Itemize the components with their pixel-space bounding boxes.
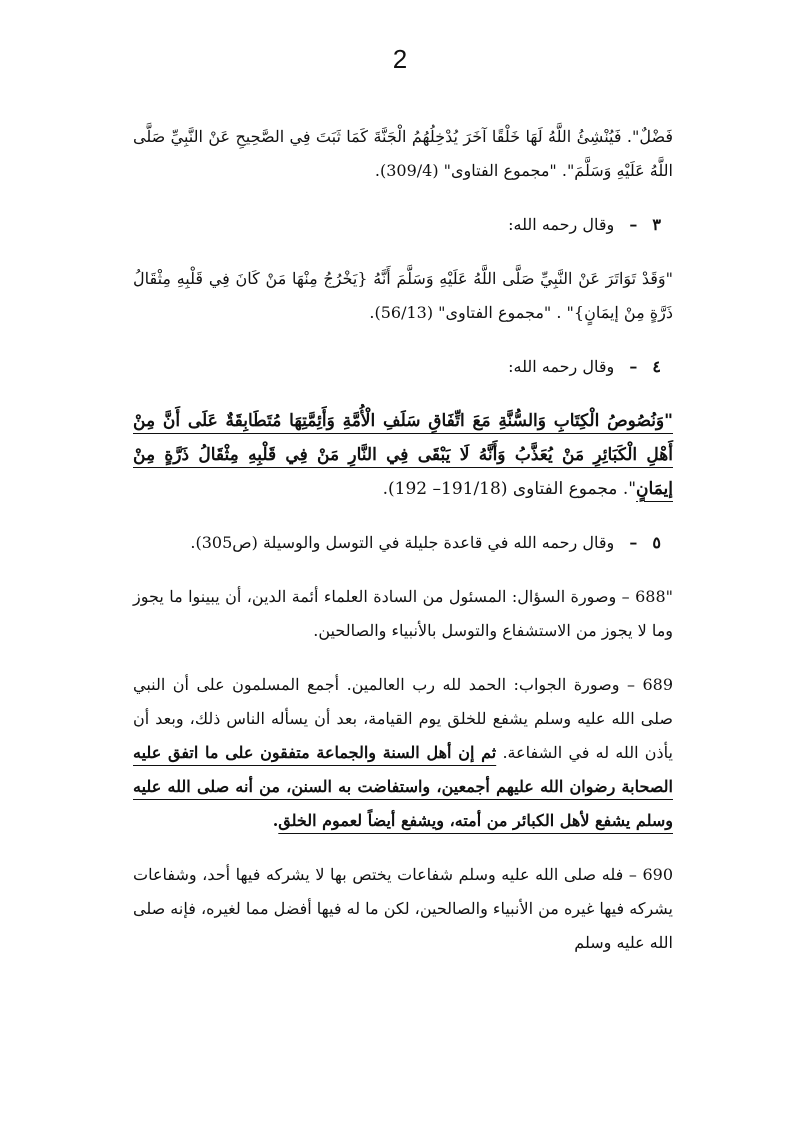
item-4-dash: – <box>629 357 638 376</box>
paragraph-fatawa-309: فَضْلٌ". فَيُنْشِئُ اللَّهُ لَهَا خَلْقًا آخَرَ يُدْخِلُهُمُ الْجَنَّةَ كَمَا ثَبَتَ فِي الصَّحِيحِ عَنْ النَّبِيِّ صَلَّى اللَّهُ عَلَيْهِ وَسَلَّمَ". "مجموع الفتاوى" (309/4). <box>133 127 673 180</box>
paragraph-fatawa-56: "وَقَدْ تَوَاتَرَ عَنْ النَّبِيِّ صَلَّى اللَّهُ عَلَيْهِ وَسَلَّمَ أَنَّهُ {يَخْرُجُ مِنْهَا مَنْ كَانَ فِي قَلْبِهِ مِثْقَالُ ذَرَّةٍ مِنْ إيمَانٍ}" . "مجموع الفتاوى" (56/13). <box>133 269 673 322</box>
paragraph-689 <box>133 668 673 838</box>
item-3-heading <box>133 208 661 242</box>
item-5-dash: – <box>629 533 638 552</box>
paragraph-fatawa-191 <box>133 404 673 506</box>
item-3-dash: – <box>629 215 638 234</box>
item-4-number: ٤ <box>652 357 661 376</box>
paragraph-689-underlined: ثم إن أهل السنة والجماعة متفقون على ما اتفق عليه الصحابة رضوان الله عليهم أجمعين، واستفاضت به السنن، من أنه صلى الله عليه وسلم يشفع لأهل الكبائر من أمته، ويشفع أيضاً لعموم الخلق <box>133 743 673 830</box>
item-3-heading-text: وقال رحمه الله: <box>508 215 615 234</box>
quote-citation: ". مجموع الفتاوى (191/18– 192). <box>382 479 637 499</box>
paragraph-688: "688 – وصورة السؤال: المسئول من السادة العلماء أئمة الدين، أن يبينوا ما يجوز وما لا يجوز من الاستشفاع والتوسل بالأنبياء والصالحين. <box>133 587 673 640</box>
page-number: 2 <box>392 44 408 74</box>
page-content <box>133 120 673 980</box>
item-5-number: ٥ <box>652 533 661 552</box>
item-3-number: ٣ <box>652 215 661 234</box>
item-5-heading <box>133 526 661 560</box>
underlined-quote: "وَنُصُوصُ الْكِتَابِ وَالسُّنَّةِ مَعَ اتِّفَاقِ سَلَفِ الْأُمَّةِ وَأَئِمَّتِهَا مُتَطَابِقَةٌ عَلَى أَنَّ مِنْ أَهْلِ الْكَبَائِرِ مَنْ يُعَذَّبُ وَأَنَّهُ لَا يَبْقَى فِي النَّارِ مَنْ فِي قَلْبِهِ مِثْقَالُ ذَرَّةٍ مِنْ إيمَانٍ <box>133 411 673 499</box>
paragraph-689-plain: 689 – وصورة الجواب: الحمد لله رب العالمين. أجمع المسلمون على أن النبي صلى الله عليه وسلم يشفع للخلق يوم القيامة، بعد أن يسأله الناس ذلك، وبعد أن يأذن الله له في الشفاعة. <box>133 675 673 762</box>
item-4-heading-text: وقال رحمه الله: <box>508 357 615 376</box>
item-4-heading <box>133 350 661 384</box>
item-5-heading-text: وقال رحمه الله في قاعدة جليلة في التوسل والوسيلة (ص305). <box>190 533 615 552</box>
paragraph-690: 690 – فله صلى الله عليه وسلم شفاعات يختص بها لا يشركه فيها أحد، وشفاعات يشركه فيها غيره من الأنبياء والصالحين، لكن ما له فيها أفضل مما لغيره، فإنه صلى الله عليه وسلم <box>133 865 674 952</box>
paragraph-689-end: . <box>272 811 279 830</box>
